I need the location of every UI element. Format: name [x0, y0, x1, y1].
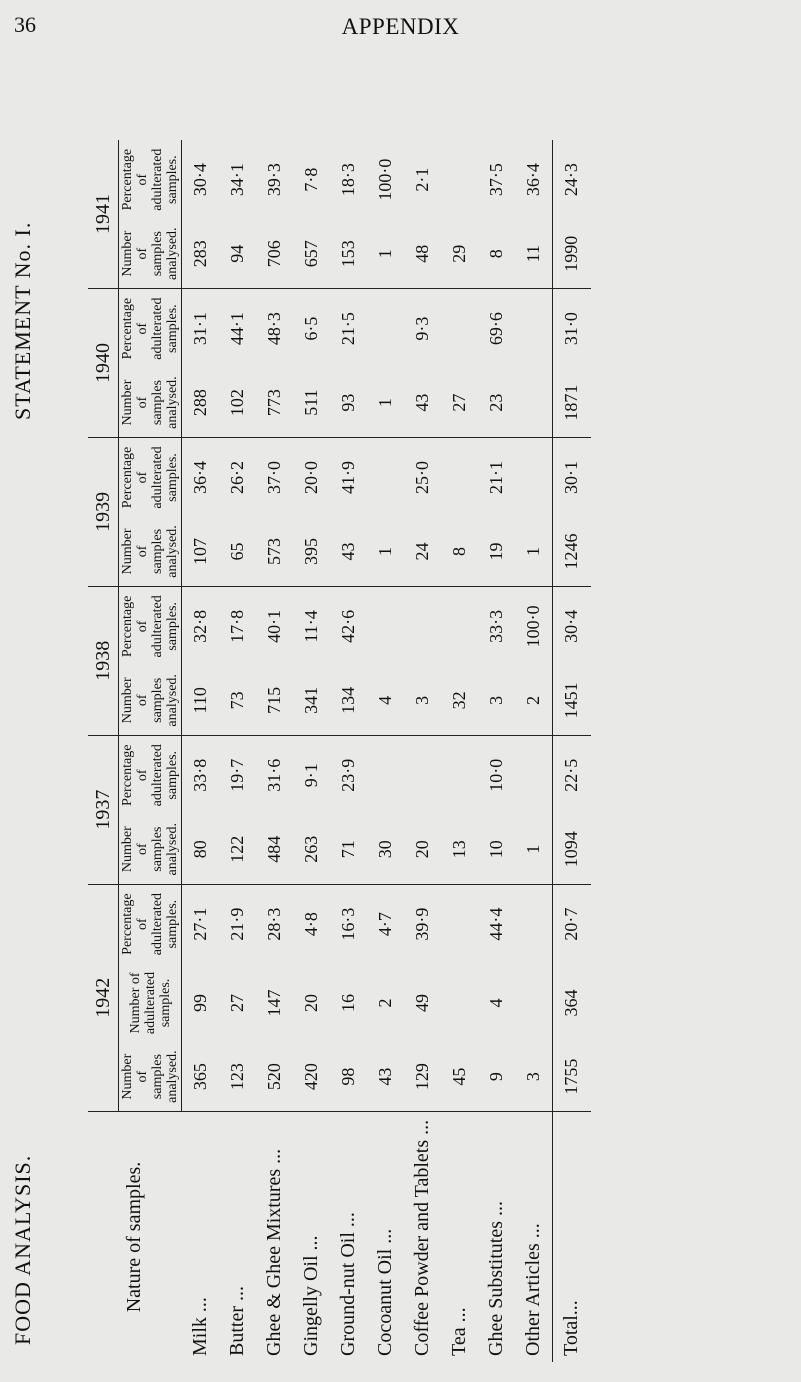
row-label: Other Articles ...	[515, 1112, 553, 1363]
table-row	[256, 140, 293, 1362]
cell: 36·4	[522, 163, 543, 197]
cell: 31·1	[182, 289, 219, 369]
cell: 420	[300, 1063, 321, 1091]
total-cell: 1871	[552, 368, 591, 437]
cell: 9	[485, 1072, 506, 1082]
cell: 573	[263, 537, 284, 565]
cell: 2·1	[411, 167, 432, 192]
cell: 4	[485, 998, 506, 1008]
cell: 40·1	[256, 586, 293, 666]
cell: 45	[448, 1067, 469, 1086]
cell: 147	[263, 989, 284, 1017]
running-head: APPENDIX	[341, 14, 460, 39]
row-label: Cocoanut Oil ...	[367, 1112, 404, 1363]
cell: 20	[411, 840, 432, 859]
column-header: Percentage of adulterated samples.	[119, 437, 182, 517]
total-cell: 31·0	[552, 289, 591, 369]
cell	[515, 368, 553, 437]
total-row	[552, 140, 591, 1362]
cell: 129	[411, 1063, 432, 1091]
cell: 41·9	[330, 437, 367, 517]
cell: 1	[374, 546, 395, 556]
total-label: Total...	[552, 1112, 591, 1363]
cell: 11·4	[293, 586, 330, 666]
cell: 657	[300, 240, 321, 268]
cell: 42·6	[330, 586, 367, 666]
cell: 31·6	[256, 735, 293, 815]
cell: 39·9	[404, 884, 441, 964]
cell: 49	[411, 994, 432, 1012]
cell	[441, 140, 478, 219]
cell: 23	[485, 393, 506, 412]
cell: 6·5	[293, 289, 330, 369]
table-row	[478, 140, 515, 1362]
cell	[515, 437, 553, 517]
cell: 37·0	[256, 437, 293, 517]
page-number: 36	[14, 12, 36, 37]
cell: 100·0	[374, 158, 395, 201]
cell: 283	[189, 240, 210, 268]
cell: 25·0	[404, 437, 441, 517]
total-cell: 1755	[552, 1042, 591, 1111]
cell: 27·1	[182, 884, 219, 964]
cell: 30	[374, 840, 395, 859]
cell: 3	[411, 695, 432, 705]
total-cell: 1990	[552, 219, 591, 288]
cell: 26·2	[219, 437, 256, 517]
cell: 288	[189, 389, 210, 417]
table-row	[441, 140, 478, 1362]
column-header: Number of adulterated samples.	[119, 964, 182, 1043]
cell: 395	[300, 537, 321, 565]
cell: 773	[263, 389, 284, 417]
cell: 39·3	[263, 163, 284, 197]
cell: 28·3	[256, 884, 293, 964]
cell	[515, 735, 553, 815]
row-label: Coffee Powder and Tablets ...	[404, 1112, 441, 1363]
table-row	[293, 140, 330, 1362]
year-header: 1937	[88, 735, 119, 884]
cell: 21·9	[219, 884, 256, 964]
cell: 263	[300, 835, 321, 863]
row-label: Gingelly Oil ...	[293, 1112, 330, 1363]
cell: 43	[337, 542, 358, 561]
cell: 36·4	[182, 437, 219, 517]
cell	[515, 884, 553, 964]
cell: 100·0	[515, 586, 553, 666]
year-header: 1942	[88, 884, 119, 1111]
column-header: Number of samples analysed.	[119, 219, 182, 288]
cell: 10	[485, 840, 506, 859]
cell: 18·3	[337, 163, 358, 197]
year-header: 1940	[88, 289, 119, 438]
cell	[404, 586, 441, 666]
column-header: Number of samples analysed.	[119, 368, 182, 437]
cell: 21·1	[478, 437, 515, 517]
year-header: 1938	[88, 586, 119, 735]
cell: 134	[337, 686, 358, 714]
cell: 27	[448, 393, 469, 412]
cell: 706	[263, 240, 284, 268]
column-header: Percentage of adulterated samples.	[119, 586, 182, 666]
cell	[441, 964, 478, 1043]
cell: 123	[226, 1063, 247, 1091]
cell	[441, 289, 478, 369]
cell: 23·9	[330, 735, 367, 815]
cell: 69·6	[478, 289, 515, 369]
cell: 17·8	[219, 586, 256, 666]
row-label: Butter ...	[219, 1112, 256, 1363]
table-row	[219, 140, 256, 1362]
cell: 71	[337, 840, 358, 859]
cell: 520	[263, 1063, 284, 1091]
cell: 4	[374, 695, 395, 705]
cell: 24	[411, 542, 432, 561]
table-row	[367, 140, 404, 1362]
cell	[367, 437, 404, 517]
cell: 30·4	[189, 163, 210, 197]
cell	[515, 964, 553, 1043]
cell: 1	[522, 546, 543, 556]
cell: 16	[337, 994, 358, 1012]
nature-header: Nature of samples.	[88, 1112, 182, 1363]
column-header: Number of samples analysed.	[119, 517, 182, 586]
cell: 1	[522, 844, 543, 854]
year-header: 1939	[88, 437, 119, 586]
cell: 48	[411, 244, 432, 263]
cell: 8	[448, 546, 469, 556]
cell: 13	[448, 840, 469, 859]
total-cell: 1246	[552, 517, 591, 586]
cell: 107	[189, 537, 210, 565]
cell: 80	[189, 840, 210, 859]
food-analysis-label: FOOD ANALYSIS.	[10, 1154, 35, 1345]
cell: 10·0	[478, 735, 515, 815]
cell: 110	[189, 687, 210, 714]
cell: 341	[300, 686, 321, 714]
cell: 93	[337, 393, 358, 412]
cell: 19	[485, 542, 506, 561]
cell	[367, 586, 404, 666]
cell: 7·8	[300, 167, 321, 192]
cell: 32·8	[182, 586, 219, 666]
cell: 102	[226, 389, 247, 417]
total-cell: 1451	[552, 666, 591, 735]
table-row	[515, 140, 553, 1362]
cell: 43	[411, 393, 432, 412]
cell: 98	[337, 1067, 358, 1086]
cell	[515, 289, 553, 369]
column-header: Percentage of adulterated samples.	[119, 884, 182, 964]
cell: 365	[189, 1063, 210, 1091]
cell: 715	[263, 686, 284, 714]
cell: 21·5	[330, 289, 367, 369]
cell: 73	[226, 691, 247, 710]
cell: 44·4	[478, 884, 515, 964]
total-cell: 30·4	[552, 586, 591, 666]
cell: 37·5	[485, 163, 506, 197]
cell: 20·0	[293, 437, 330, 517]
column-header: Number of samples analysed.	[119, 666, 182, 735]
statement-table	[88, 140, 591, 1362]
cell: 20	[300, 994, 321, 1012]
cell	[441, 884, 478, 964]
table-row	[404, 140, 441, 1362]
column-header: Number of samples analysed.	[119, 1042, 182, 1111]
cell: 44·1	[219, 289, 256, 369]
cell: 94	[226, 244, 247, 263]
cell	[441, 437, 478, 517]
row-label: Tea ...	[441, 1112, 478, 1363]
cell: 8	[485, 249, 506, 259]
year-header: 1941	[88, 140, 119, 289]
total-cell: 20·7	[552, 884, 591, 964]
cell: 4·7	[367, 884, 404, 964]
cell: 34·1	[226, 163, 247, 197]
total-cell: 1094	[552, 815, 591, 884]
total-cell: 30·1	[552, 437, 591, 517]
table-row	[330, 140, 367, 1362]
column-header: Percentage of adulterated samples.	[119, 735, 182, 815]
cell	[404, 735, 441, 815]
column-header: Percentage of adulterated samples.	[119, 289, 182, 369]
cell	[367, 289, 404, 369]
column-header: Number of samples analysed.	[119, 815, 182, 884]
cell: 511	[300, 389, 321, 416]
total-cell: 24·3	[552, 140, 591, 219]
cell	[441, 735, 478, 815]
cell: 1	[374, 249, 395, 259]
cell: 122	[226, 835, 247, 863]
cell: 19·7	[219, 735, 256, 815]
row-label: Ground-nut Oil ...	[330, 1112, 367, 1363]
table-row	[182, 140, 219, 1362]
row-label: Ghee & Ghee Mixtures ...	[256, 1112, 293, 1363]
cell: 3	[522, 1072, 543, 1082]
cell: 65	[226, 542, 247, 561]
cell: 3	[485, 695, 506, 705]
column-header: Percentage of adulterated samples.	[119, 140, 182, 219]
cell: 484	[263, 835, 284, 863]
cell	[441, 586, 478, 666]
cell: 9·1	[293, 735, 330, 815]
row-label: Milk ...	[182, 1112, 219, 1363]
cell: 153	[337, 240, 358, 268]
cell: 33·8	[182, 735, 219, 815]
cell	[367, 735, 404, 815]
cell: 32	[448, 691, 469, 710]
total-cell: 364	[552, 964, 591, 1043]
row-label: Ghee Substitutes ...	[478, 1112, 515, 1363]
total-cell: 22·5	[552, 735, 591, 815]
cell: 9·3	[404, 289, 441, 369]
cell: 43	[374, 1067, 395, 1086]
cell: 99	[189, 994, 210, 1012]
cell: 2	[374, 998, 395, 1008]
cell: 11	[522, 245, 543, 263]
cell: 2	[522, 695, 543, 705]
cell: 27	[226, 994, 247, 1012]
cell: 1	[374, 398, 395, 408]
cell: 16·3	[330, 884, 367, 964]
statement-table-rotated	[88, 140, 788, 1362]
cell: 33·3	[478, 586, 515, 666]
cell: 48·3	[256, 289, 293, 369]
cell: 4·8	[293, 884, 330, 964]
cell: 29	[448, 244, 469, 263]
statement-label: STATEMENT No. I.	[10, 221, 35, 420]
